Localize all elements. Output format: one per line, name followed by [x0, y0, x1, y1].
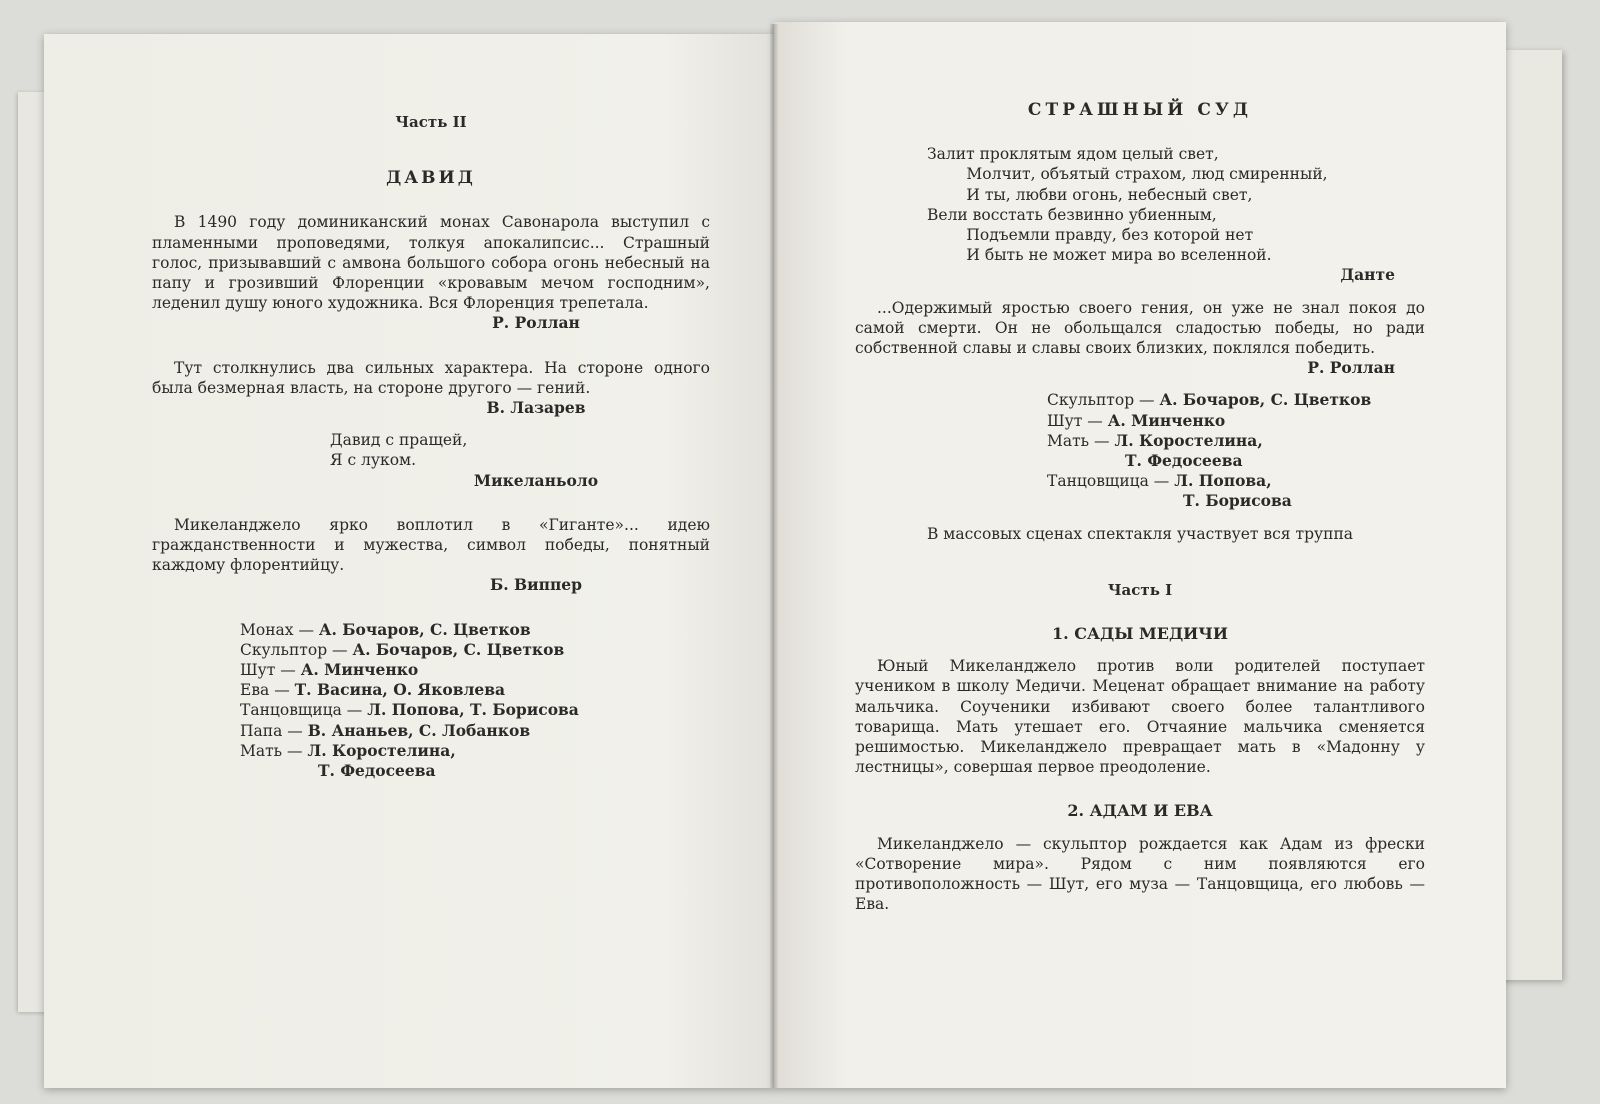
cast-item: Шут — А. Минченко: [240, 660, 419, 680]
verse-line: Вели восстать безвинно убиенным,: [927, 205, 1217, 224]
epigraph-author: В. Лазарев: [486, 398, 586, 418]
verse-line: Подъемли правду, без которой нет: [927, 226, 1254, 245]
scene-title: 1. САДЫ МЕДИЧИ: [1051, 624, 1229, 644]
left-page-text: [152, 112, 710, 781]
epigraph-author: Данте: [1340, 265, 1395, 285]
cast-item: Танцовщица — Л. Попова, Т. Борисова: [240, 700, 579, 720]
cast-item: Папа — В. Ананьев, С. Лобанков: [240, 720, 531, 740]
scene-synopsis: Юный Микеланджело против воли родителей поступает учеником в школу Медичи. Меценат обращает внимание на работу мальчика. Соученики избивают своего более талантливого товарища. Мать утешает его. Отчаяние мальчика сменяется решимостью. Микеланджело превращает мать в «Мадонну у лестницы», совершая первое преодоление.: [855, 657, 1425, 777]
cast-item: Скульптор — А. Бочаров, С. Цветков: [1047, 390, 1372, 410]
epigraph-text: В 1490 году доминиканский монах Савонарола выступил с пламенными проповедями, толкуя апокалипсис... Страшный голос, призывавший с амвона большого собора огонь небесный на папу и грозивший Флоренции «кровавым мечом господним», леденил душу юного художника. Вся Флоренция трепетала.: [152, 213, 710, 313]
verse-line: Я с луком.: [330, 451, 417, 470]
spine-fold: [770, 24, 778, 1088]
verse-block: [855, 144, 1425, 265]
epigraph-text: Микеланджело ярко воплотил в «Гиганте»... идею гражданственности и мужества, символ победы, понятный каждому флорентийцу.: [152, 515, 710, 575]
part-heading: Часть II: [395, 113, 467, 131]
epigraph-text: ...Одержимый яростью своего гения, он уже не знал покоя до самой смерти. Он не обольщался сладостью победы, но ради собственной славы и славы своих близких, поклялся победить.: [855, 298, 1425, 358]
cast-item-continuation: Т. Федосеева: [1125, 451, 1243, 471]
right-page-text: [855, 100, 1425, 915]
epigraph-author: Р. Роллан: [1307, 358, 1395, 378]
epigraph-text: Тут столкнулись два сильных характера. На стороне одного была безмерная власть, на стороне другого — гений.: [152, 358, 710, 397]
epigraph-author: Б. Виппер: [489, 575, 583, 595]
verse-block: [152, 430, 710, 470]
part-heading: Часть I: [1107, 580, 1173, 599]
verse-line: Давид с пращей,: [330, 431, 468, 450]
cast-item: Скульптор — А. Бочаров, С. Цветков: [240, 639, 565, 659]
verse-line: И быть не может мира во вселенной.: [927, 246, 1272, 265]
scene-title: 2. АДАМ И ЕВА: [1067, 801, 1213, 821]
cast-item: Шут — А. Минченко: [1047, 410, 1226, 430]
cast-list: [152, 620, 710, 782]
section-title: СТРАШНЫЙ СУД: [1027, 100, 1253, 120]
cast-item-continuation: Т. Федосеева: [318, 761, 436, 781]
cast-item: Танцовщица — Л. Попова,: [1047, 471, 1272, 491]
verse-line: И ты, любви огонь, небесный свет,: [927, 185, 1253, 204]
verse-line: Молчит, объятый страхом, люд смиренный,: [927, 165, 1328, 184]
cast-item: Мать — Л. Коростелина,: [240, 740, 456, 760]
epigraph-author: Р. Роллан: [492, 313, 580, 333]
crowd-note: В массовых сценах спектакля участвует вся труппа: [926, 524, 1354, 543]
epigraph-author: Микеланьоло: [473, 470, 599, 490]
scene-synopsis: Микеланджело — скульптор рождается как Адам из фрески «Сотворение мира». Рядом с ним появляются его противоположность — Шут, его муза — Танцовщица, его любовь — Ева.: [855, 834, 1425, 914]
cast-list: [855, 390, 1425, 511]
cast-item: Мать — Л. Коростелина,: [1047, 430, 1263, 450]
verse-line: Залит проклятым ядом целый свет,: [927, 145, 1219, 164]
cast-item: Ева — Т. Васина, О. Яковлева: [240, 680, 506, 700]
cast-item-continuation: Т. Борисова: [1183, 491, 1292, 511]
cast-item: Монах — А. Бочаров, С. Цветков: [240, 619, 531, 639]
section-title: ДАВИД: [386, 168, 476, 189]
